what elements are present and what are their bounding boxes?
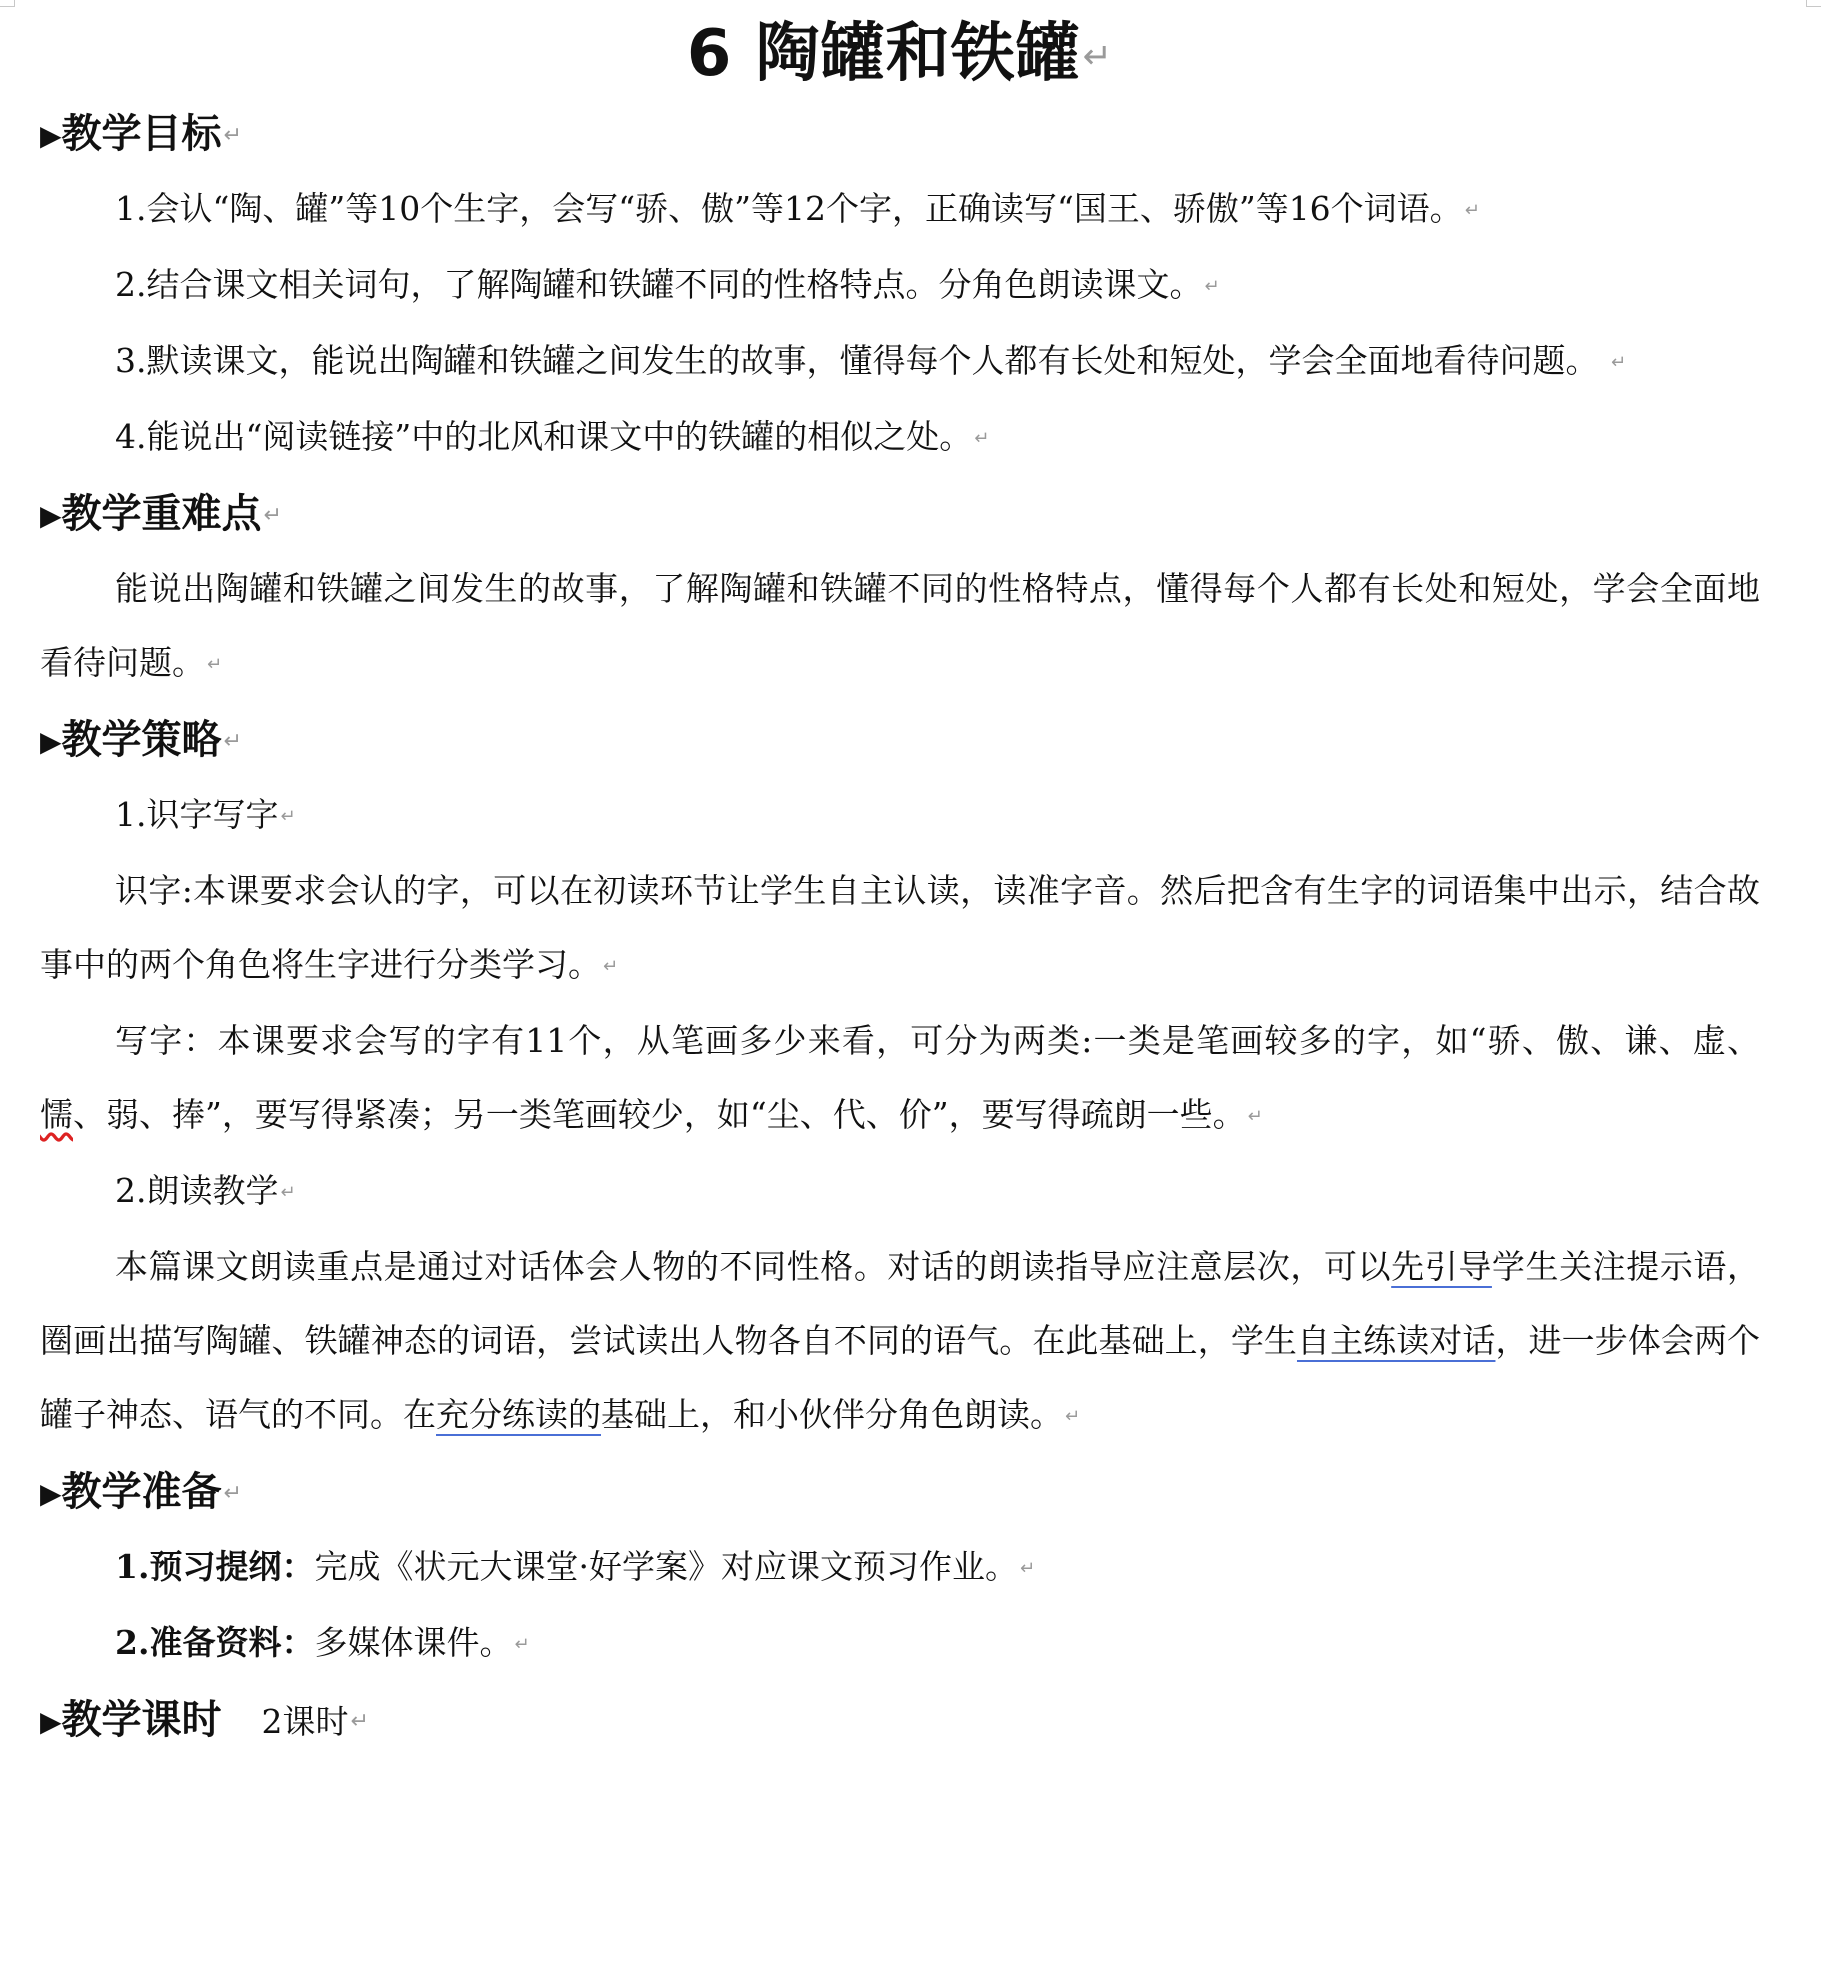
section-heading-preparation [40, 1454, 1760, 1530]
strategy-xiezi-text[interactable]: 写字：本课要求会写的字有11个，从笔画多少来看，可分为两类:一类是笔画较多的字，如“骄、傲、谦、虚、懦、弱、捧”，要写得紧凑；另一类笔画较少，如“尘、代、价”，要写得疏朗一些。 ↵ [40, 1021, 1760, 1134]
paragraph-mark-icon: ↵ [223, 123, 242, 148]
paragraph-mark-icon: ↵ [974, 428, 990, 449]
paragraph-mark-icon: ↵ [350, 1709, 369, 1734]
strategy-reading-text[interactable]: 本篇课文朗读重点是通过对话体会人物的不同性格。对话的朗读指导应注意层次，可以先引导学生关注提示语，圈画出描写陶罐、铁罐神态的词语，尝试读出人物各自不同的语气。在此基础上，学生自主练读对话，进一步体会两个罐子神态、语气的不同。在充分练读的基础上，和小伙伴分角色朗读。 ↵ [40, 1247, 1761, 1434]
heading-text: 教学课时 [61, 1697, 222, 1743]
goal-item-2[interactable]: 2.结合课文相关词句，了解陶罐和铁罐不同的性格特点。分角色朗读课文。 ↵ [115, 265, 1220, 304]
paragraph-mark-icon: ↵ [1247, 1106, 1263, 1127]
paragraph-mark-icon: ↵ [1204, 276, 1220, 297]
heading-text: 教学策略 [61, 717, 222, 763]
preparation-item-1[interactable]: 1.预习提纲：完成《状元大课堂·好学案》对应课文预习作业。 ↵ [115, 1547, 1036, 1586]
preparation-item-2[interactable]: 2.准备资料：多媒体课件。 ↵ [115, 1623, 530, 1662]
paragraph-mark-icon: ↵ [263, 503, 282, 528]
goal-item-3[interactable]: 3.默读课文，能说出陶罐和铁罐之间发生的故事，懂得每个人都有长处和短处，学会全面地看待问题。 ↵ [115, 341, 1627, 380]
paragraph-mark-icon: ↵ [1065, 1406, 1081, 1427]
triangle-bullet-icon: ▶ [40, 119, 62, 152]
section-heading-hours [40, 1682, 1760, 1758]
page-corner-mark-left [0, 0, 15, 7]
paragraph-mark-icon: ↵ [1019, 1558, 1036, 1579]
heading-text: 教学准备 [61, 1469, 222, 1515]
paragraph-mark-icon: ↵ [1464, 200, 1480, 221]
goal-item-1[interactable]: 1.会认“陶、罐”等10个生字，会写“骄、傲”等12个字，正确读写“国王、骄傲”等16个词语。 ↵ [115, 189, 1480, 228]
paragraph-mark-icon: ↵ [207, 654, 223, 675]
heading-text: 教学目标 [61, 111, 222, 157]
paragraph-mark-icon: ↵ [223, 729, 242, 754]
paragraph-mark-icon: ↵ [1082, 36, 1114, 78]
hours-value: 2课时 [261, 1702, 349, 1741]
paragraph-mark-icon: ↵ [223, 1481, 242, 1506]
section-heading-goals [40, 96, 1760, 172]
grammar-flagged-phrase[interactable]: 自主练读对话 [1296, 1321, 1496, 1360]
grammar-flagged-phrase[interactable]: 充分练读的 [436, 1395, 601, 1434]
section-heading-strategy [40, 702, 1760, 778]
spellcheck-flagged-word[interactable]: 懦 [40, 1095, 73, 1134]
title-text: 6 陶罐和铁罐 [686, 17, 1081, 91]
paragraph-mark-icon: ↵ [280, 1182, 296, 1203]
paragraph-mark-icon: ↵ [280, 806, 296, 827]
strategy-shizi-text[interactable]: 识字:本课要求会认的字，可以在初读环节让学生自主认读，读准字音。然后把含有生字的词语集中出示，结合故事中的两个角色将生字进行分类学习。 ↵ [40, 871, 1760, 984]
document-page[interactable] [40, 0, 1760, 1758]
page-corner-mark-right [1806, 0, 1821, 7]
paragraph-mark-icon: ↵ [603, 956, 619, 977]
paragraph-mark-icon: ↵ [514, 1634, 530, 1655]
triangle-bullet-icon: ▶ [40, 499, 62, 532]
document-title [40, 0, 1760, 96]
heading-text: 教学重难点 [61, 491, 262, 537]
section-heading-key-points [40, 476, 1760, 552]
strategy-sub-heading-2[interactable]: 2.朗读教学 ↵ [115, 1171, 296, 1210]
paragraph-mark-icon: ↵ [1610, 352, 1627, 373]
goal-item-4[interactable]: 4.能说出“阅读链接”中的北风和课文中的铁罐的相似之处。 ↵ [115, 417, 990, 456]
grammar-flagged-phrase[interactable]: 先引导 [1391, 1247, 1492, 1286]
triangle-bullet-icon: ▶ [40, 1477, 62, 1510]
strategy-sub-heading-1[interactable]: 1.识字写字 ↵ [115, 795, 296, 834]
triangle-bullet-icon: ▶ [40, 725, 62, 758]
key-points-text[interactable]: 能说出陶罐和铁罐之间发生的故事，了解陶罐和铁罐不同的性格特点，懂得每个人都有长处和短处，学会全面地看待问题。 ↵ [40, 569, 1760, 682]
triangle-bullet-icon: ▶ [40, 1705, 62, 1738]
